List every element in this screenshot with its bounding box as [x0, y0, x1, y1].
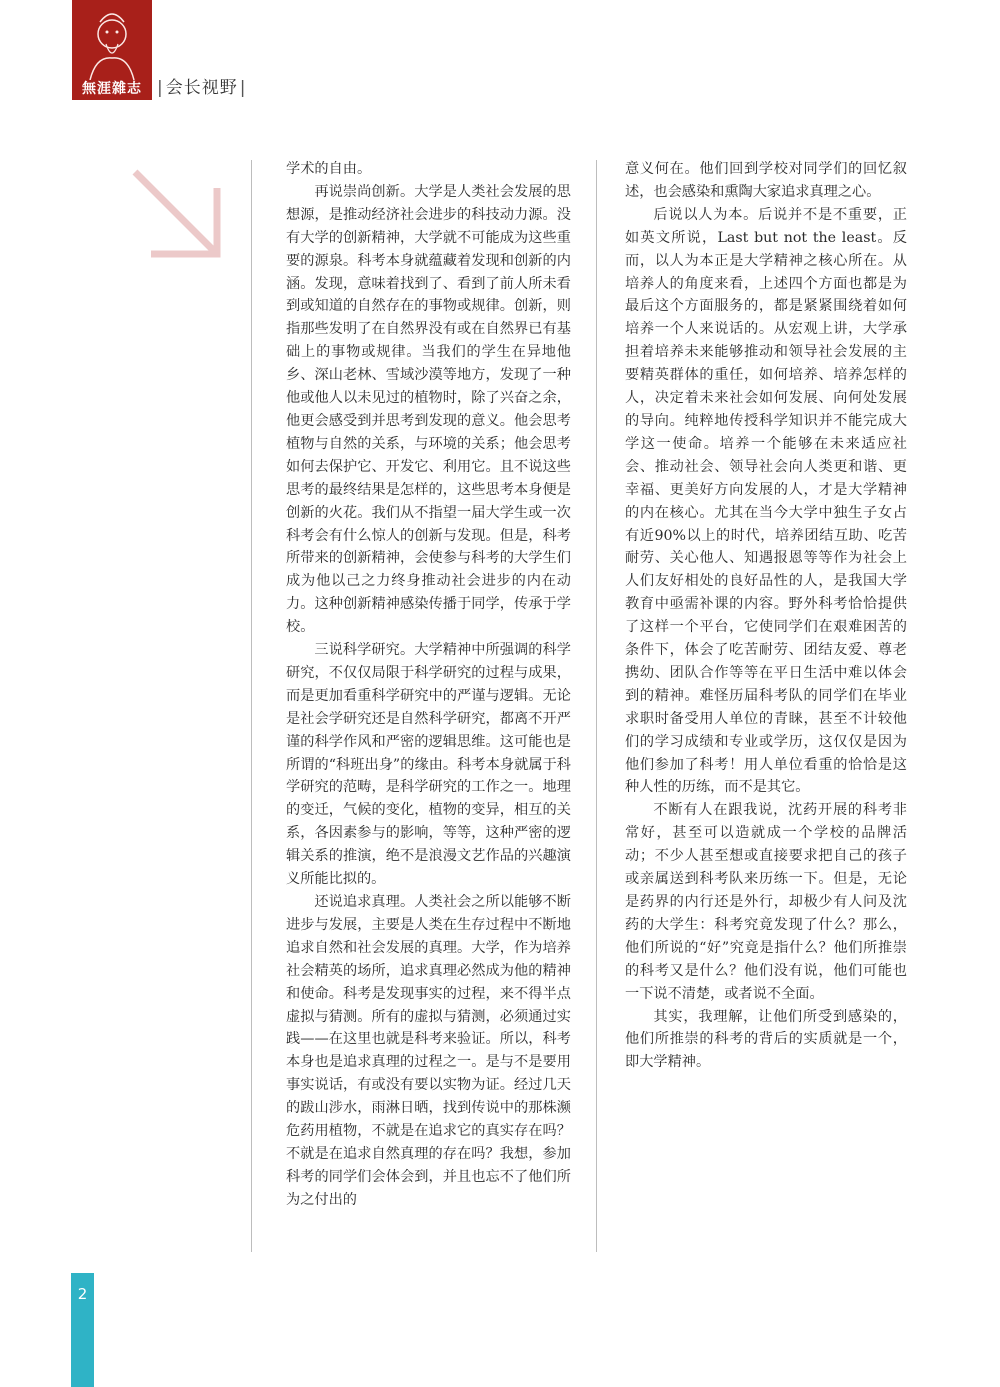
magazine-logo: [72, 0, 152, 100]
paragraph: 其实，我理解，让他们所受到感染的，他们所推崇的科考的背后的实质就是一个，即大学精神。: [625, 1008, 907, 1071]
article-column-right: [625, 158, 907, 1074]
paragraph: 三说科学研究。大学精神中所强调的科学研究，不仅仅局限于科学研究的过程与成果，而是更加看重科学研究中的严谨与逻辑。无论是社会学研究还是自然科学研究，都离不开严谨的科学作风和严密的逻辑思维。这可能也是所谓的“科班出身”的缘由。科考本身就属于科学研究的范畴，是科学研究的工作之一。地理的变迁，气候的变化，植物的变异，相互的关系，各因素参与的影响，等等，这种严密的逻辑关系的推演，绝不是浪漫文艺作品的兴趣演义所能比拟的。: [286, 642, 571, 888]
logo-text: 無涯雜志: [82, 81, 142, 97]
column-divider-middle: [596, 160, 597, 1252]
paragraph: 学术的自由。: [286, 161, 372, 177]
page-number-bar: [71, 1273, 94, 1387]
title-divider-right: |: [239, 78, 247, 98]
paragraph: 后说以人为本。后说并不是不重要，正如英文所说，Last but not the least。反而，以人为本正是大学精神之核心所在。从培养人的角度来看，上述四个方面也都是为最后这个方面服务的，都是紧紧围绕着如何培养一个人来说话的。从宏观上讲，大学承担着培养未来能够推动和领导社会发展的主要精英群体的重任，如何培养、培养怎样的人，决定着未来社会如何发展、向何处发展的导向。纯粹地传授科学知识并不能完成大学这一使命。培养一个能够在未来适应社会、推动社会、领导社会向人类更和谐、更幸福、更美好方向发展的人，才是大学精神的内在核心。尤其在当今大学中独生子女占有近90%以上的时代，培养团结互助、吃苦耐劳、关心他人、知遇报恩等等作为社会上人们友好相处的良好品性的人，是我国大学教育中亟需补课的内容。野外科考恰恰提供了这样一个平台，它使同学们在艰难困苦的条件下，体会了吃苦耐劳、团结友爱、尊老携幼、团队合作等等在平日生活中难以体会到的精神。难怪历届科考队的同学们在毕业求职时备受用人单位的青睐，甚至不计较他们的学习成绩和专业或学历，这仅仅是因为他们参加了科考！用人单位看重的恰恰是这种人性的历练，而不是其它。: [625, 206, 907, 796]
paragraph: 还说追求真理。人类社会之所以能够不断进步与发展，主要是人类在生存过程中不断地追求自然和社会发展的真理。大学，作为培养社会精英的场所，追求真理必然成为他的精神和使命。科考是发现事实的过程，来不得半点虚拟与猜测。所有的虚拟与猜测，必须通过实践——在这里也就是科考来验证。所以，科考本身也是追求真理的过程之一。是与不是要用事实说话，有或没有要以实物为证。经过几天的跋山涉水，雨淋日晒，找到传说中的那株濒危药用植物，不就是在追求它的真实存在吗？不就是在追求自然真理的存在吗？我想，参加科考的同学们会体会到，并且也忘不了他们所为之付出的: [286, 894, 571, 1208]
paragraph: 不断有人在跟我说，沈药开展的科考非常好，甚至可以造就成一个学校的品牌活动；不少人甚至想或直接要求把自己的孩子或亲属送到科考队来历练一下。但是，无论是药界的内行还是外行，却极少有人问及沈药的大学生：科考究竟发现了什么？那么，他们所说的“好”究竟是指什么？他们所推崇的科考又是什么？他们没有说，他们可能也一下说不清楚，或者说不全面。: [625, 802, 907, 1002]
paragraph: 再说崇尚创新。大学是人类社会发展的思想源，是推动经济社会进步的科技动力源。没有大学的创新精神，大学就不可能成为这些重要的源泉。科考本身就蕴藏着发现和创新的内涵。发现，意味着找到了、看到了前人所未看到或知道的自然存在的事物或规律。创新，则指那些发明了在自然界没有或在自然界已有基础上的事物或规律。当我们的学生在异地他乡、深山老林、雪域沙漠等地方，发现了一种他或他人以未见过的植物时，除了兴奋之余，他更会感受到并思考到发现的意义。他会思考植物与自然的关系，与环境的关系；他会思考如何去保护它、开发它、利用它。且不说这些思考的最终结果是怎样的，这些思考本身便是创新的火花。我们从不指望一届大学生或一次科考会有什么惊人的创新与发现。但是，科考所带来的创新精神，会使参与科考的大学生们成为他以己之力终身推动社会进步的内在动力。这种创新精神感染传播于同学，传承于学校。: [286, 183, 571, 636]
section-title: [155, 73, 248, 98]
title-divider-left: |: [157, 78, 164, 98]
paragraph: 意义何在。他们回到学校对同学们的回忆叙述，也会感染和熏陶大家追求真理之心。: [625, 161, 907, 200]
decorative-arrow-icon: [125, 160, 225, 260]
section-title-text: 会长视野: [165, 78, 238, 98]
column-divider-left: [251, 160, 252, 1252]
article-column-left: [286, 158, 571, 1212]
portrait-icon: [72, 0, 152, 80]
page-number: 2: [77, 1285, 88, 1303]
